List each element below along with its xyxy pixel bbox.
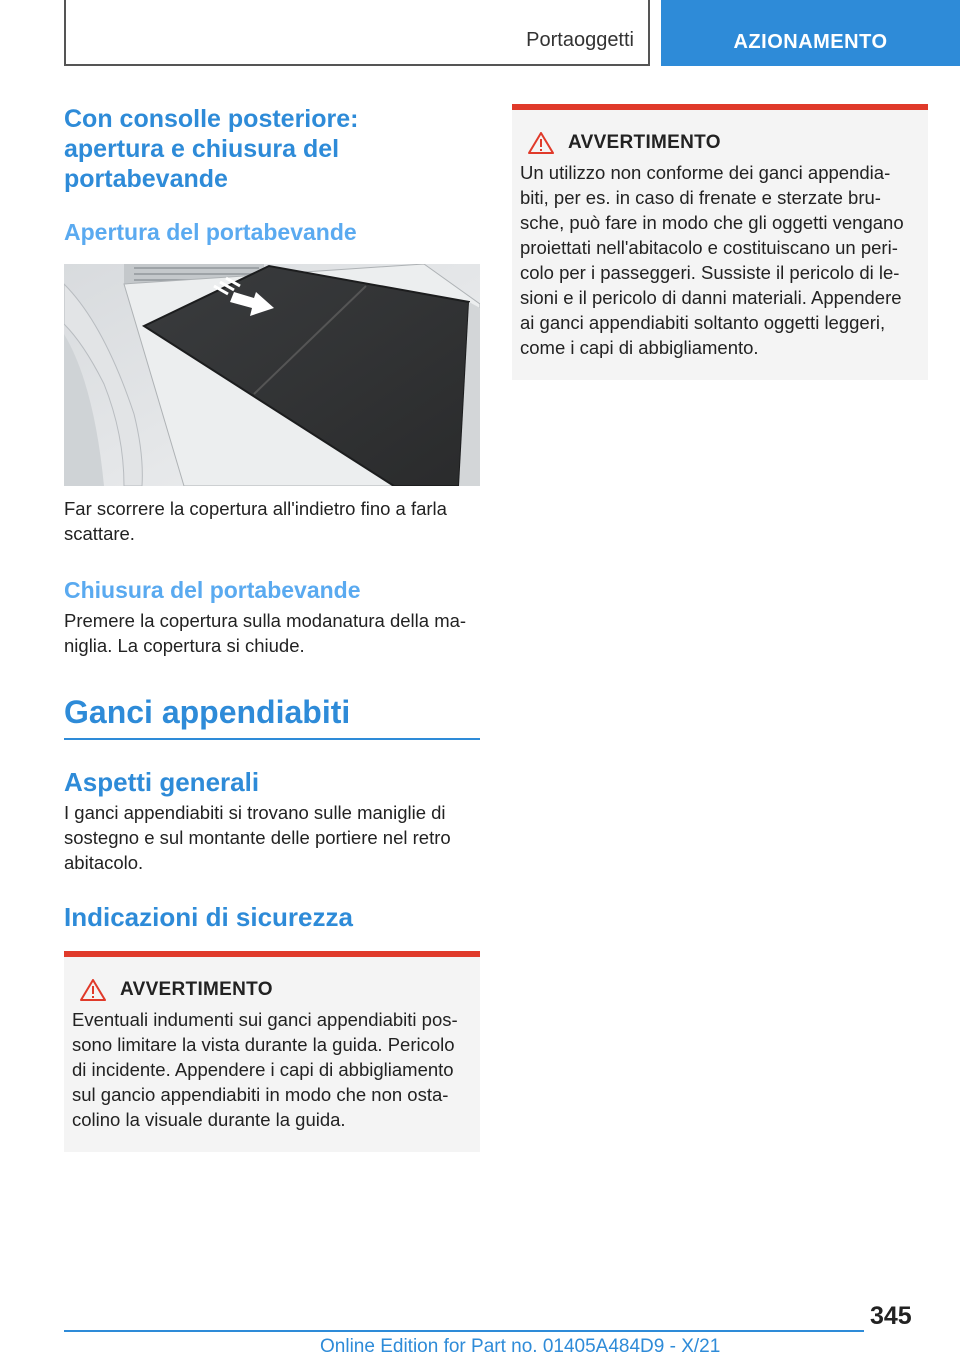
open-instructions: [64, 496, 480, 546]
page-number: 345: [870, 1302, 912, 1330]
text-line: I ganci appendiabiti si trovano sulle maniglie di: [64, 802, 446, 823]
text-line: scattare.: [64, 523, 135, 544]
section-title: [64, 104, 480, 194]
text-line: abitacolo.: [64, 852, 144, 873]
footer-edition: Online Edition for Part no. 01405A484D9 - X/21: [320, 1336, 721, 1357]
text-line: niglia. La copertura si chiude.: [64, 635, 305, 656]
section-title-line: portabevande: [64, 165, 228, 193]
close-instructions: [64, 608, 480, 658]
section-title-line: Con consolle posteriore:: [64, 105, 359, 133]
header-chapter-title: AZIONAMENTO: [733, 31, 888, 53]
text-line: Un utilizzo non conforme dei ganci appendia-: [520, 162, 891, 183]
warning-triangle-icon: [528, 132, 554, 154]
text-line: Eventuali indumenti sui ganci appendiabiti pos-: [72, 1009, 458, 1030]
text-line: di incidente. Appendere i capi di abbigliamento: [72, 1059, 454, 1080]
console-illustration: [64, 264, 480, 486]
text-line: colo per i passeggeri. Sussiste il pericolo di le-: [520, 262, 900, 283]
text-line: sono limitare la vista durante la guida. Pericolo: [72, 1034, 455, 1055]
text-line: come i capi di abbigliamento.: [520, 337, 759, 358]
subtitle-open: Apertura del portabevande: [64, 219, 357, 245]
chapter-title: Ganci appendiabiti: [64, 694, 351, 730]
text-line: colino la visuale durante la guida.: [72, 1109, 346, 1130]
warning-label: AVVERTIMENTO: [568, 132, 721, 153]
header-section-title: Portaoggetti: [526, 29, 634, 51]
text-line: ai ganci appendiabiti soltanto oggetti leggeri,: [520, 312, 886, 333]
safety-title: Indicazioni di sicurezza: [64, 902, 353, 932]
warning-header: [80, 979, 472, 1001]
chapter-rule: [64, 738, 480, 740]
warning-box-left: [64, 951, 480, 1152]
warning-label: AVVERTIMENTO: [120, 979, 273, 1000]
text-line: sche, può fare in modo che gli oggetti vengano: [520, 212, 904, 233]
text-line: Premere la copertura sulla modanatura della ma-: [64, 610, 467, 631]
right-column: [512, 104, 928, 380]
text-line: proiettati nell'abitacolo e costituiscano un peri-: [520, 237, 898, 258]
header-section-box: [64, 0, 650, 66]
warning-text: [520, 160, 920, 360]
header-chapter-tab: [661, 0, 960, 66]
warning-triangle-icon: [80, 979, 106, 1001]
text-line: sioni e il pericolo di danni materiali. Appendere: [520, 287, 902, 308]
console-illustration-svg: [64, 264, 480, 486]
text-line: Far scorrere la copertura all'indietro fino a farla: [64, 498, 447, 519]
general-text: [64, 800, 480, 875]
section-title-line: apertura e chiusura del: [64, 135, 340, 163]
general-title: Aspetti generali: [64, 767, 260, 797]
footer-rule: [64, 1330, 864, 1332]
left-column: [64, 104, 480, 1152]
warning-text: [72, 1007, 472, 1132]
subtitle-close: Chiusura del portabevande: [64, 577, 361, 603]
text-line: biti, per es. in caso di frenate e sterzate bru-: [520, 187, 881, 208]
warning-header: [528, 132, 920, 154]
warning-box-right: [512, 104, 928, 380]
text-line: sul gancio appendiabiti in modo che non osta-: [72, 1084, 449, 1105]
text-line: sostegno e sul montante delle portiere nel retro: [64, 827, 451, 848]
